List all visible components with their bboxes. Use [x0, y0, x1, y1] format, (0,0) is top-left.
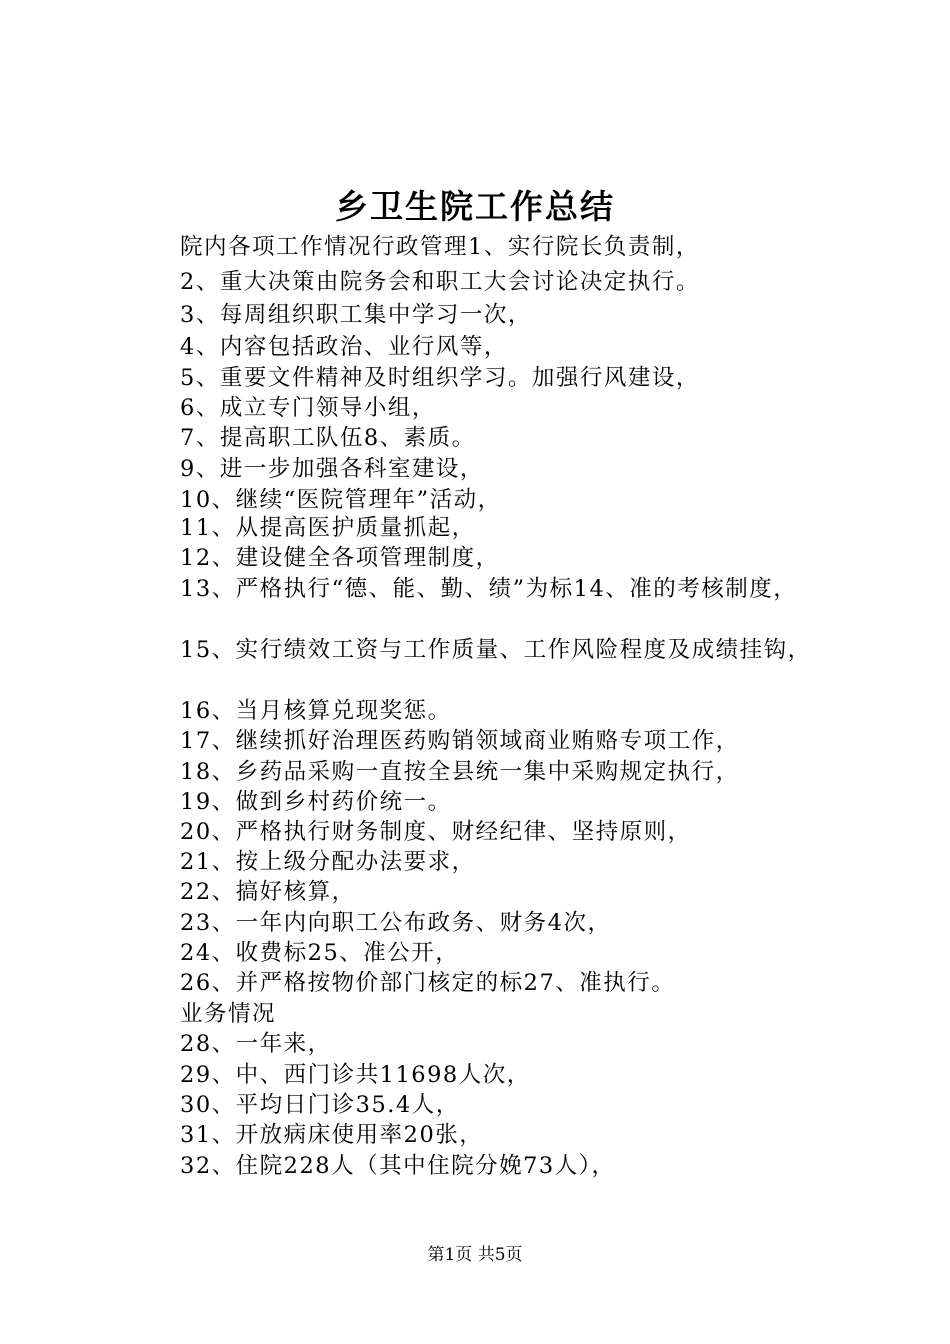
body-line: 23、一年内向职工公布政务、财务4次，	[180, 910, 612, 936]
body-line: 12、建设健全各项管理制度，	[180, 545, 500, 571]
body-line: 2、重大决策由院务会和职工大会讨论决定执行。	[180, 269, 700, 295]
document-title: 乡卫生院工作总结	[335, 187, 615, 226]
body-line: 9、进一步加强各科室建设，	[180, 456, 484, 482]
body-line: 5、重要文件精神及时组织学习。加强行风建设，	[180, 365, 700, 391]
page-footer: 第1页 共5页	[427, 1245, 523, 1265]
body-line: 31、开放病床使用率20张，	[180, 1122, 484, 1148]
body-line: 30、平均日门诊35.4人，	[180, 1092, 460, 1118]
body-line: 29、中、西门诊共11698人次，	[180, 1062, 531, 1088]
body-line: 24、收费标25、准公开，	[180, 940, 460, 966]
body-line: 7、提高职工队伍8、素质。	[180, 425, 476, 451]
body-line: 11、从提高医护质量抓起，	[180, 515, 476, 541]
body-line: 13、严格执行“德、能、勤、绩”为标14、准的考核制度，	[180, 576, 798, 602]
body-line: 15、实行绩效工资与工作质量、工作风险程度及成绩挂钩，	[180, 637, 812, 663]
body-line: 4、内容包括政治、业行风等，	[180, 334, 508, 360]
body-line: 6、成立专门领导小组，	[180, 395, 436, 421]
body-line: 21、按上级分配办法要求，	[180, 849, 476, 875]
body-line: 28、一年来，	[180, 1031, 332, 1057]
body-line: 院内各项工作情况行政管理1、实行院长负责制，	[180, 234, 700, 260]
body-line: 26、并严格按物价部门核定的标27、准执行。	[180, 970, 676, 996]
body-line: 业务情况	[180, 1001, 277, 1027]
body-line: 32、住院228人（其中住院分娩73人），	[180, 1153, 616, 1179]
body-line: 22、搞好核算，	[180, 879, 356, 905]
body-line: 19、做到乡村药价统一。	[180, 789, 452, 815]
body-line: 16、当月核算兑现奖惩。	[180, 698, 452, 724]
body-line: 20、严格执行财务制度、财经纪律、坚持原则，	[180, 819, 692, 845]
body-line: 18、乡药品采购一直按全县统一集中采购规定执行，	[180, 759, 740, 785]
body-line: 3、每周组织职工集中学习一次，	[180, 302, 532, 328]
body-line: 17、继续抓好治理医药购销领域商业贿赂专项工作，	[180, 728, 740, 754]
body-line: 10、继续“医院管理年”活动，	[180, 487, 502, 513]
